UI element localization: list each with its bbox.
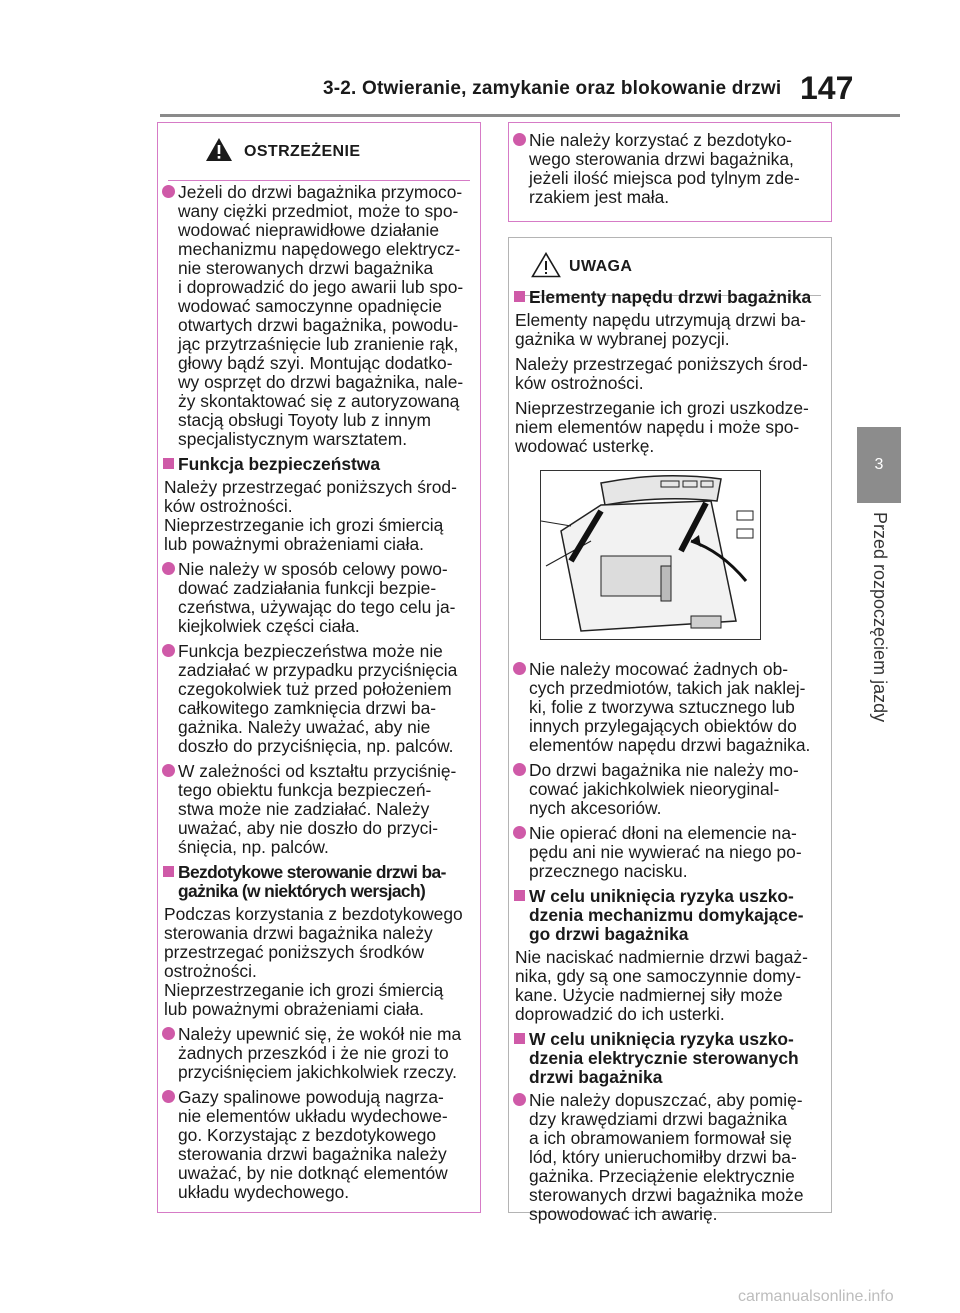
bullet-dot-icon (162, 1090, 175, 1103)
page-number: 147 (800, 70, 854, 106)
notice-bullet-stickers: Nie należy mocować żadnych ob- cych przedmiotów, takich jak naklej- ki, folie z tworzywa sztucznego lub innych przylegających obiektów do elementów napędu drzwi bagażnika. (515, 660, 825, 755)
warning-bullet-exhaust: Gazy spalinowe powodują nagrza- nie elementów układu wydechowe- go. Korzystając z bezdotykowego sterowania drzwi bagażnika należy uważać, by nie dotknąć elementów układu wydechowego. (164, 1088, 474, 1202)
bullet-dot-icon (513, 826, 526, 839)
tailgate-illustration (540, 470, 761, 640)
bullet-line: wany ciężki przedmiot, może to spo- (178, 201, 459, 221)
heading-closer: W celu uniknięcia ryzyka uszko- dzenia mechanizmu domykające- go drzwi bagażnika (515, 887, 825, 944)
bullet-line: głowy bądź szyi. Montując dodatko- (178, 353, 453, 373)
heading-kick-sensor: Bezdotykowe sterowanie drzwi ba- gażnika (w niektórych wersjach) (164, 863, 474, 901)
bullet-line: stacją obsługi Toyoty lub z innym (178, 410, 431, 430)
square-bullet-icon (514, 1033, 525, 1044)
notice-bullet-hands: Nie opierać dłoni na elemencie na- pędu ani nie wywierać na niego po- przecznego nacisku. (515, 824, 825, 881)
bullet-dot-icon (162, 562, 175, 575)
tailgate-drawing (541, 471, 761, 640)
bullet-line: wodować nieprawidłowe działanie (178, 220, 440, 240)
section-title: 3-2. Otwieranie, zamykanie oraz blokowanie drzwi (323, 78, 782, 99)
bullet-line: Jeżeli do drzwi bagażnika przymoco- (178, 182, 463, 202)
bullet-dot-icon (162, 1027, 175, 1040)
square-bullet-icon (514, 890, 525, 901)
paragraph-kick-sensor: Podczas korzystania z bezdotykowego sterowania drzwi bagażnika należy przestrzegać poniższych środków ostrożności. Nieprzestrzeganie ich grozi śmiercią lub poważnymi obrażeniami ciała. (164, 904, 463, 1019)
warning-box (157, 122, 481, 1213)
square-bullet-icon (163, 458, 174, 469)
warning-bullet-shape: W zależności od kształtu przyciśnię- tego obiektu funkcja bezpieczeń- stwa może nie zadziałać. Należy uważać, aby nie doszło do przyci- śnięcia, np. palców. (164, 762, 474, 857)
bullet-line: i doprowadzić do jego awarii lub spo- (178, 277, 464, 297)
chapter-label (857, 512, 901, 812)
bullet-line: wy osprzęt do drzwi bagażnika, nale- (178, 372, 464, 392)
bullet-line: mechanizmu napędowego elektrycz- (178, 239, 461, 259)
paragraph-actuators: Elementy napędu utrzymują drzwi ba- gażnika w wybranej pozycji. (515, 310, 806, 349)
header-divider (160, 114, 900, 117)
chapter-tab[interactable]: 3 (857, 427, 901, 503)
bullet-dot-icon (513, 763, 526, 776)
bullet-line: wodować samoczynne opadnięcie (178, 296, 442, 316)
bullet-dot-icon (513, 1093, 526, 1106)
notice-box (508, 237, 832, 1224)
bullet-line: specjalistycznym warsztatem. (178, 429, 408, 449)
warning-bullet-heavy-object (164, 183, 474, 449)
warning-header-divider (168, 180, 470, 182)
bullet-line: jąc przytrzaśnięcie lub zranienie rąk, (178, 334, 459, 354)
square-bullet-icon (163, 866, 174, 877)
chapter-label-text: Przed rozpoczęciem jazdy (870, 512, 890, 723)
bullet-line: ży skontaktować się z autoryzowaną (178, 391, 460, 411)
warning-continuation-box (508, 122, 832, 222)
warning-icon (205, 137, 233, 162)
warning-bullet-intentional: Nie należy w sposób celowy powo- dować zadziałania funkcji bezpie- czeństwa, używając do tego celu ja- kiejkolwiek części ciała. (164, 560, 474, 636)
bullet-dot-icon (162, 764, 175, 777)
paragraph-safety: Należy przestrzegać poniższych środ- ków ostrożności. Nieprzestrzeganie ich grozi śmiercią lub poważnymi obrażeniami ciała. (164, 477, 457, 554)
notice-content (515, 284, 825, 1230)
warning-box-header (158, 123, 480, 181)
heading-power-door: W celu uniknięcia ryzyka uszko- dzenia elektrycznie sterowanych drzwi bagażnika (515, 1030, 825, 1087)
warning-bullet-obstacles: Należy upewnić się, że wokół nie ma żadnych przeszkód i że nie grozi to przyciśnięciem jakichkolwiek rzeczy. (164, 1025, 474, 1082)
bullet-dot-icon (513, 133, 526, 146)
notice-label: UWAGA (569, 258, 633, 275)
caution-icon (531, 252, 561, 278)
notice-bullet-ice: Nie należy dopuszczać, aby pomię- dzy krawędziami drzwi bagażnika a ich obramowaniem formował się lód, który unieruchomiłby drzwi ba- gażnika. Przeciążenie elektrycznie sterowanych drzwi bagażnika może spowodować ich awarię. (515, 1091, 825, 1224)
watermark-text: carmanualsonline.info (738, 1288, 894, 1305)
paragraph-damage: Nieprzestrzeganie ich grozi uszkodze- niem elementów napędu i może spo- wodować usterkę. (515, 398, 809, 456)
square-bullet-icon (514, 291, 525, 302)
bullet-dot-icon (513, 662, 526, 675)
paragraph-precautions: Należy przestrzegać poniższych środ- ków ostrożności. (515, 354, 808, 393)
notice-bullet-accessories: Do drzwi bagażnika nie należy mo- cować jakichkolwiek nieoryginal- nych akcesoriów. (515, 761, 825, 818)
bullet-line: nie sterowanych drzwi bagażnika (178, 258, 434, 278)
heading-actuators: Elementy napędu drzwi bagażnika (515, 288, 825, 307)
bullet-dot-icon (162, 185, 175, 198)
warning-label: OSTRZEŻENIE (244, 143, 361, 160)
warning-content (164, 183, 474, 1208)
warning-bullet-may-not-work: Funkcja bezpieczeństwa może nie zadziałać w przypadku przyciśnięcia czegokolwiek tuż przed położeniem całkowitego zamknięcia drzwi ba- gażnika. Należy uważać, aby nie doszło do przyciśnięcia, np. palców. (164, 642, 474, 756)
warning-continuation-content (515, 131, 825, 213)
paragraph-closer: Nie naciskać nadmiernie drzwi bagaż- nika, gdy są one samoczynnie domy- kane. Użycie nadmiernej siły może doprowadzić do ich usterki. (515, 947, 808, 1024)
bullet-line: otwartych drzwi bagażnika, powodu- (178, 315, 459, 335)
warning-bullet-space: Nie należy korzystać z bezdotyko- wego sterowania drzwi bagażnika, jeżeli ilość miejsca pod tylnym zde- rzakiem jest mała. (515, 131, 825, 207)
heading-safety-function: Funkcja bezpieczeństwa (164, 455, 474, 474)
bullet-dot-icon (162, 644, 175, 657)
